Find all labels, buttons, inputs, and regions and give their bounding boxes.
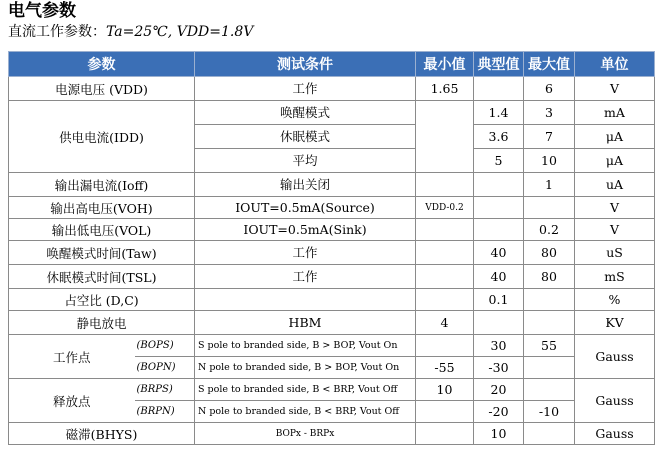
table-row — [9, 173, 655, 197]
param-cell: 输出漏电流(Ioff) — [9, 173, 195, 197]
unit-cell: uA — [575, 173, 655, 197]
min-cell — [416, 101, 474, 173]
header-param: 参数 — [9, 52, 195, 77]
table-row — [9, 423, 655, 445]
max-cell: -10 — [524, 401, 575, 423]
typ-cell: 1.4 — [474, 101, 524, 125]
typ-cell — [474, 173, 524, 197]
param-cell: 供电电流(IDD) — [9, 101, 195, 173]
typ-cell: 40 — [474, 265, 524, 289]
table-row — [9, 101, 655, 125]
condition-cell: 唤醒模式 — [195, 101, 416, 125]
min-cell — [416, 289, 474, 311]
max-cell — [524, 379, 575, 401]
electrical-parameters-table — [8, 51, 655, 445]
max-cell — [524, 423, 575, 445]
min-cell: 10 — [416, 379, 474, 401]
typ-cell — [474, 197, 524, 219]
unit-cell: V — [575, 219, 655, 241]
unit-cell: mA — [575, 101, 655, 125]
condition-cell: 休眠模式 — [195, 125, 416, 149]
max-cell: 0.2 — [524, 219, 575, 241]
subtitle — [8, 22, 253, 42]
unit-cell: uS — [575, 241, 655, 265]
unit-cell: KV — [575, 311, 655, 335]
table-row — [9, 77, 655, 101]
min-cell — [416, 173, 474, 197]
table-row — [9, 335, 655, 357]
typ-cell — [474, 77, 524, 101]
param-cell: 静电放电 — [9, 311, 195, 335]
condition-cell: 平均 — [195, 149, 416, 173]
table-row — [9, 379, 655, 401]
typ-cell: 0.1 — [474, 289, 524, 311]
param-cell: 休眠模式时间(TSL) — [9, 265, 195, 289]
header-typ: 典型值 — [474, 52, 524, 77]
table-row — [9, 265, 655, 289]
header-max: 最大值 — [524, 52, 575, 77]
param-cell: 输出高电压(VOH) — [9, 197, 195, 219]
min-cell — [416, 241, 474, 265]
table-row — [9, 197, 655, 219]
min-cell: 1.65 — [416, 77, 474, 101]
table-row — [9, 311, 655, 335]
param-cell: 释放点 — [9, 379, 135, 423]
unit-cell: μA — [575, 149, 655, 173]
condition-cell — [195, 289, 416, 311]
param-cell: 唤醒模式时间(Taw) — [9, 241, 195, 265]
min-cell — [416, 335, 474, 357]
condition-cell: BOPx - BRPx — [195, 423, 416, 445]
max-cell — [524, 289, 575, 311]
symbol-cell: (BRPS) — [135, 379, 195, 401]
condition-cell: 工作 — [195, 265, 416, 289]
max-cell: 1 — [524, 173, 575, 197]
min-cell — [416, 219, 474, 241]
unit-cell: Gauss — [575, 379, 655, 423]
max-cell: 80 — [524, 265, 575, 289]
unit-cell: μA — [575, 125, 655, 149]
typ-cell — [474, 311, 524, 335]
unit-cell: V — [575, 197, 655, 219]
typ-cell: 20 — [474, 379, 524, 401]
symbol-cell: (BRPN) — [135, 401, 195, 423]
min-cell — [416, 265, 474, 289]
typ-cell: 30 — [474, 335, 524, 357]
condition-cell: N pole to branded side, B > BOP, Vout On — [195, 357, 416, 379]
condition-cell: HBM — [195, 311, 416, 335]
typ-cell: 3.6 — [474, 125, 524, 149]
param-cell: 电源电压 (VDD) — [9, 77, 195, 101]
condition-cell: 输出关闭 — [195, 173, 416, 197]
max-cell: 6 — [524, 77, 575, 101]
subtitle-prefix: 直流工作参数： — [8, 24, 106, 40]
header-unit: 单位 — [575, 52, 655, 77]
max-cell — [524, 197, 575, 219]
typ-cell: 5 — [474, 149, 524, 173]
typ-cell: -30 — [474, 357, 524, 379]
unit-cell: % — [575, 289, 655, 311]
header-condition: 测试条件 — [195, 52, 416, 77]
unit-cell: mS — [575, 265, 655, 289]
unit-cell: Gauss — [575, 335, 655, 379]
condition-cell: S pole to branded side, B < BRP, Vout Off — [195, 379, 416, 401]
condition-cell: IOUT=0.5mA(Sink) — [195, 219, 416, 241]
max-cell — [524, 357, 575, 379]
subtitle-conditions: Ta=25℃, VDD=1.8V — [106, 24, 254, 40]
condition-cell: 工作 — [195, 77, 416, 101]
min-cell: VDD-0.2 — [416, 197, 474, 219]
param-cell: 输出低电压(VOL) — [9, 219, 195, 241]
param-cell: 磁滞(BHYS) — [9, 423, 195, 445]
table-row — [9, 241, 655, 265]
param-cell: 工作点 — [9, 335, 135, 379]
section-title: 电气参数 — [8, 1, 76, 21]
max-cell: 80 — [524, 241, 575, 265]
condition-cell: S pole to branded side, B > BOP, Vout On — [195, 335, 416, 357]
typ-cell: -20 — [474, 401, 524, 423]
min-cell — [416, 423, 474, 445]
table-row — [9, 219, 655, 241]
max-cell — [524, 311, 575, 335]
max-cell: 3 — [524, 101, 575, 125]
condition-cell: N pole to branded side, B < BRP, Vout Off — [195, 401, 416, 423]
min-cell: 4 — [416, 311, 474, 335]
symbol-cell: (BOPS) — [135, 335, 195, 357]
header-row — [9, 52, 655, 77]
unit-cell: V — [575, 77, 655, 101]
condition-cell: 工作 — [195, 241, 416, 265]
min-cell — [416, 401, 474, 423]
unit-cell: Gauss — [575, 423, 655, 445]
symbol-cell: (BOPN) — [135, 357, 195, 379]
typ-cell: 40 — [474, 241, 524, 265]
max-cell: 7 — [524, 125, 575, 149]
typ-cell — [474, 219, 524, 241]
typ-cell: 10 — [474, 423, 524, 445]
max-cell: 10 — [524, 149, 575, 173]
max-cell: 55 — [524, 335, 575, 357]
table-row — [9, 289, 655, 311]
condition-cell: IOUT=0.5mA(Source) — [195, 197, 416, 219]
min-cell: -55 — [416, 357, 474, 379]
param-cell: 占空比 (D,C) — [9, 289, 195, 311]
header-min: 最小值 — [416, 52, 474, 77]
